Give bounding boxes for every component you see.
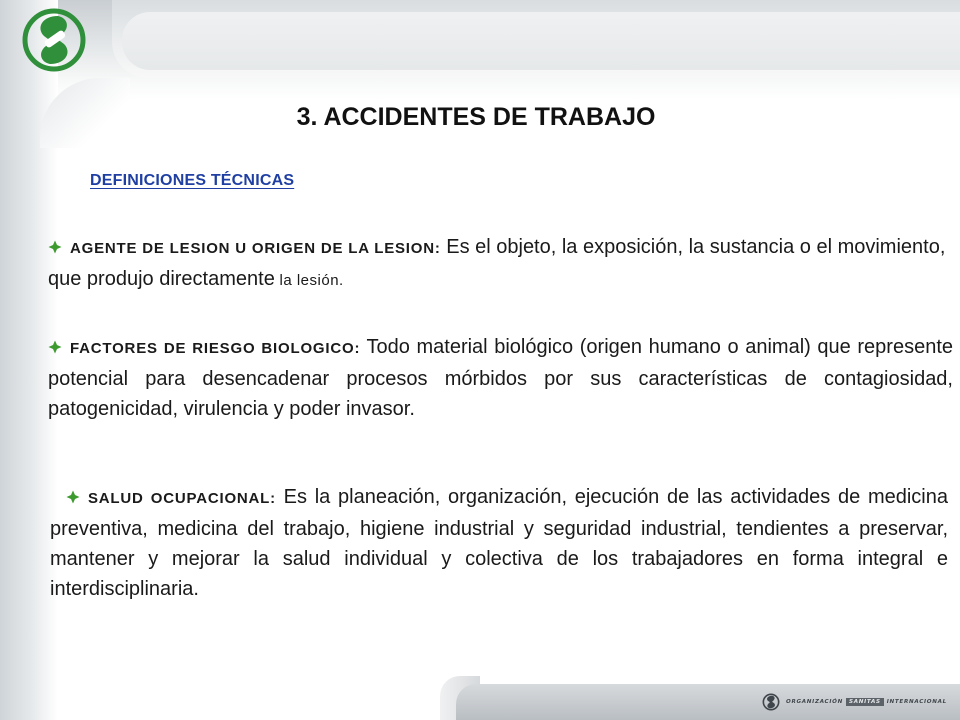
- sanitas-logo-icon: [22, 8, 86, 72]
- page-title-text: 3. ACCIDENTES DE TRABAJO: [296, 103, 656, 131]
- definition-item: [50, 482, 948, 604]
- diamond-bullet-icon: [66, 490, 80, 504]
- footer-brand-boxed: SANITAS: [846, 698, 884, 706]
- diamond-bullet-icon: [48, 240, 62, 254]
- footer-brand-text: [786, 698, 947, 706]
- definition-tail: la lesión.: [274, 272, 344, 289]
- footer-brand-right: INTERNACIONAL: [886, 699, 947, 705]
- definition-text: Es la planeación, organización, ejecución de las actividades de medicina preventiva, medicina del trabajo, higiene industrial y seguridad industrial, tendientes a preservar, mantener y mejorar la salud individual y colectiva de los trabajadores en forma integral e interdisciplinaria.: [50, 486, 949, 600]
- diamond-bullet-icon: [48, 340, 62, 354]
- definition-item: [48, 332, 953, 424]
- section-subtitle: DEFINICIONES TÉCNICAS: [90, 172, 295, 189]
- footer-brand: [762, 692, 947, 712]
- definition-term: FACTORES DE RIESGO BIOLOGICO:: [70, 340, 361, 357]
- definition-text: Es el objeto, la exposición, la sustancia o el movimiento, que produjo directamente: [48, 236, 946, 290]
- page-title: [0, 103, 952, 132]
- header-panel-inner: [122, 12, 960, 70]
- definition-text: Todo material biológico (origen humano o animal) que represente potencial para desencadenar procesos mórbidos por sus características de contagiosidad, patogenicidad, virulencia y poder invasor.: [48, 336, 953, 420]
- definition-item: [48, 232, 958, 296]
- definition-term: AGENTE DE LESION U ORIGEN DE LA LESION:: [70, 240, 441, 257]
- footer-brand-left: ORGANIZACIÓN: [786, 699, 843, 705]
- sanitas-footer-icon: [762, 693, 780, 711]
- definition-term: SALUD OCUPACIONAL:: [88, 490, 276, 507]
